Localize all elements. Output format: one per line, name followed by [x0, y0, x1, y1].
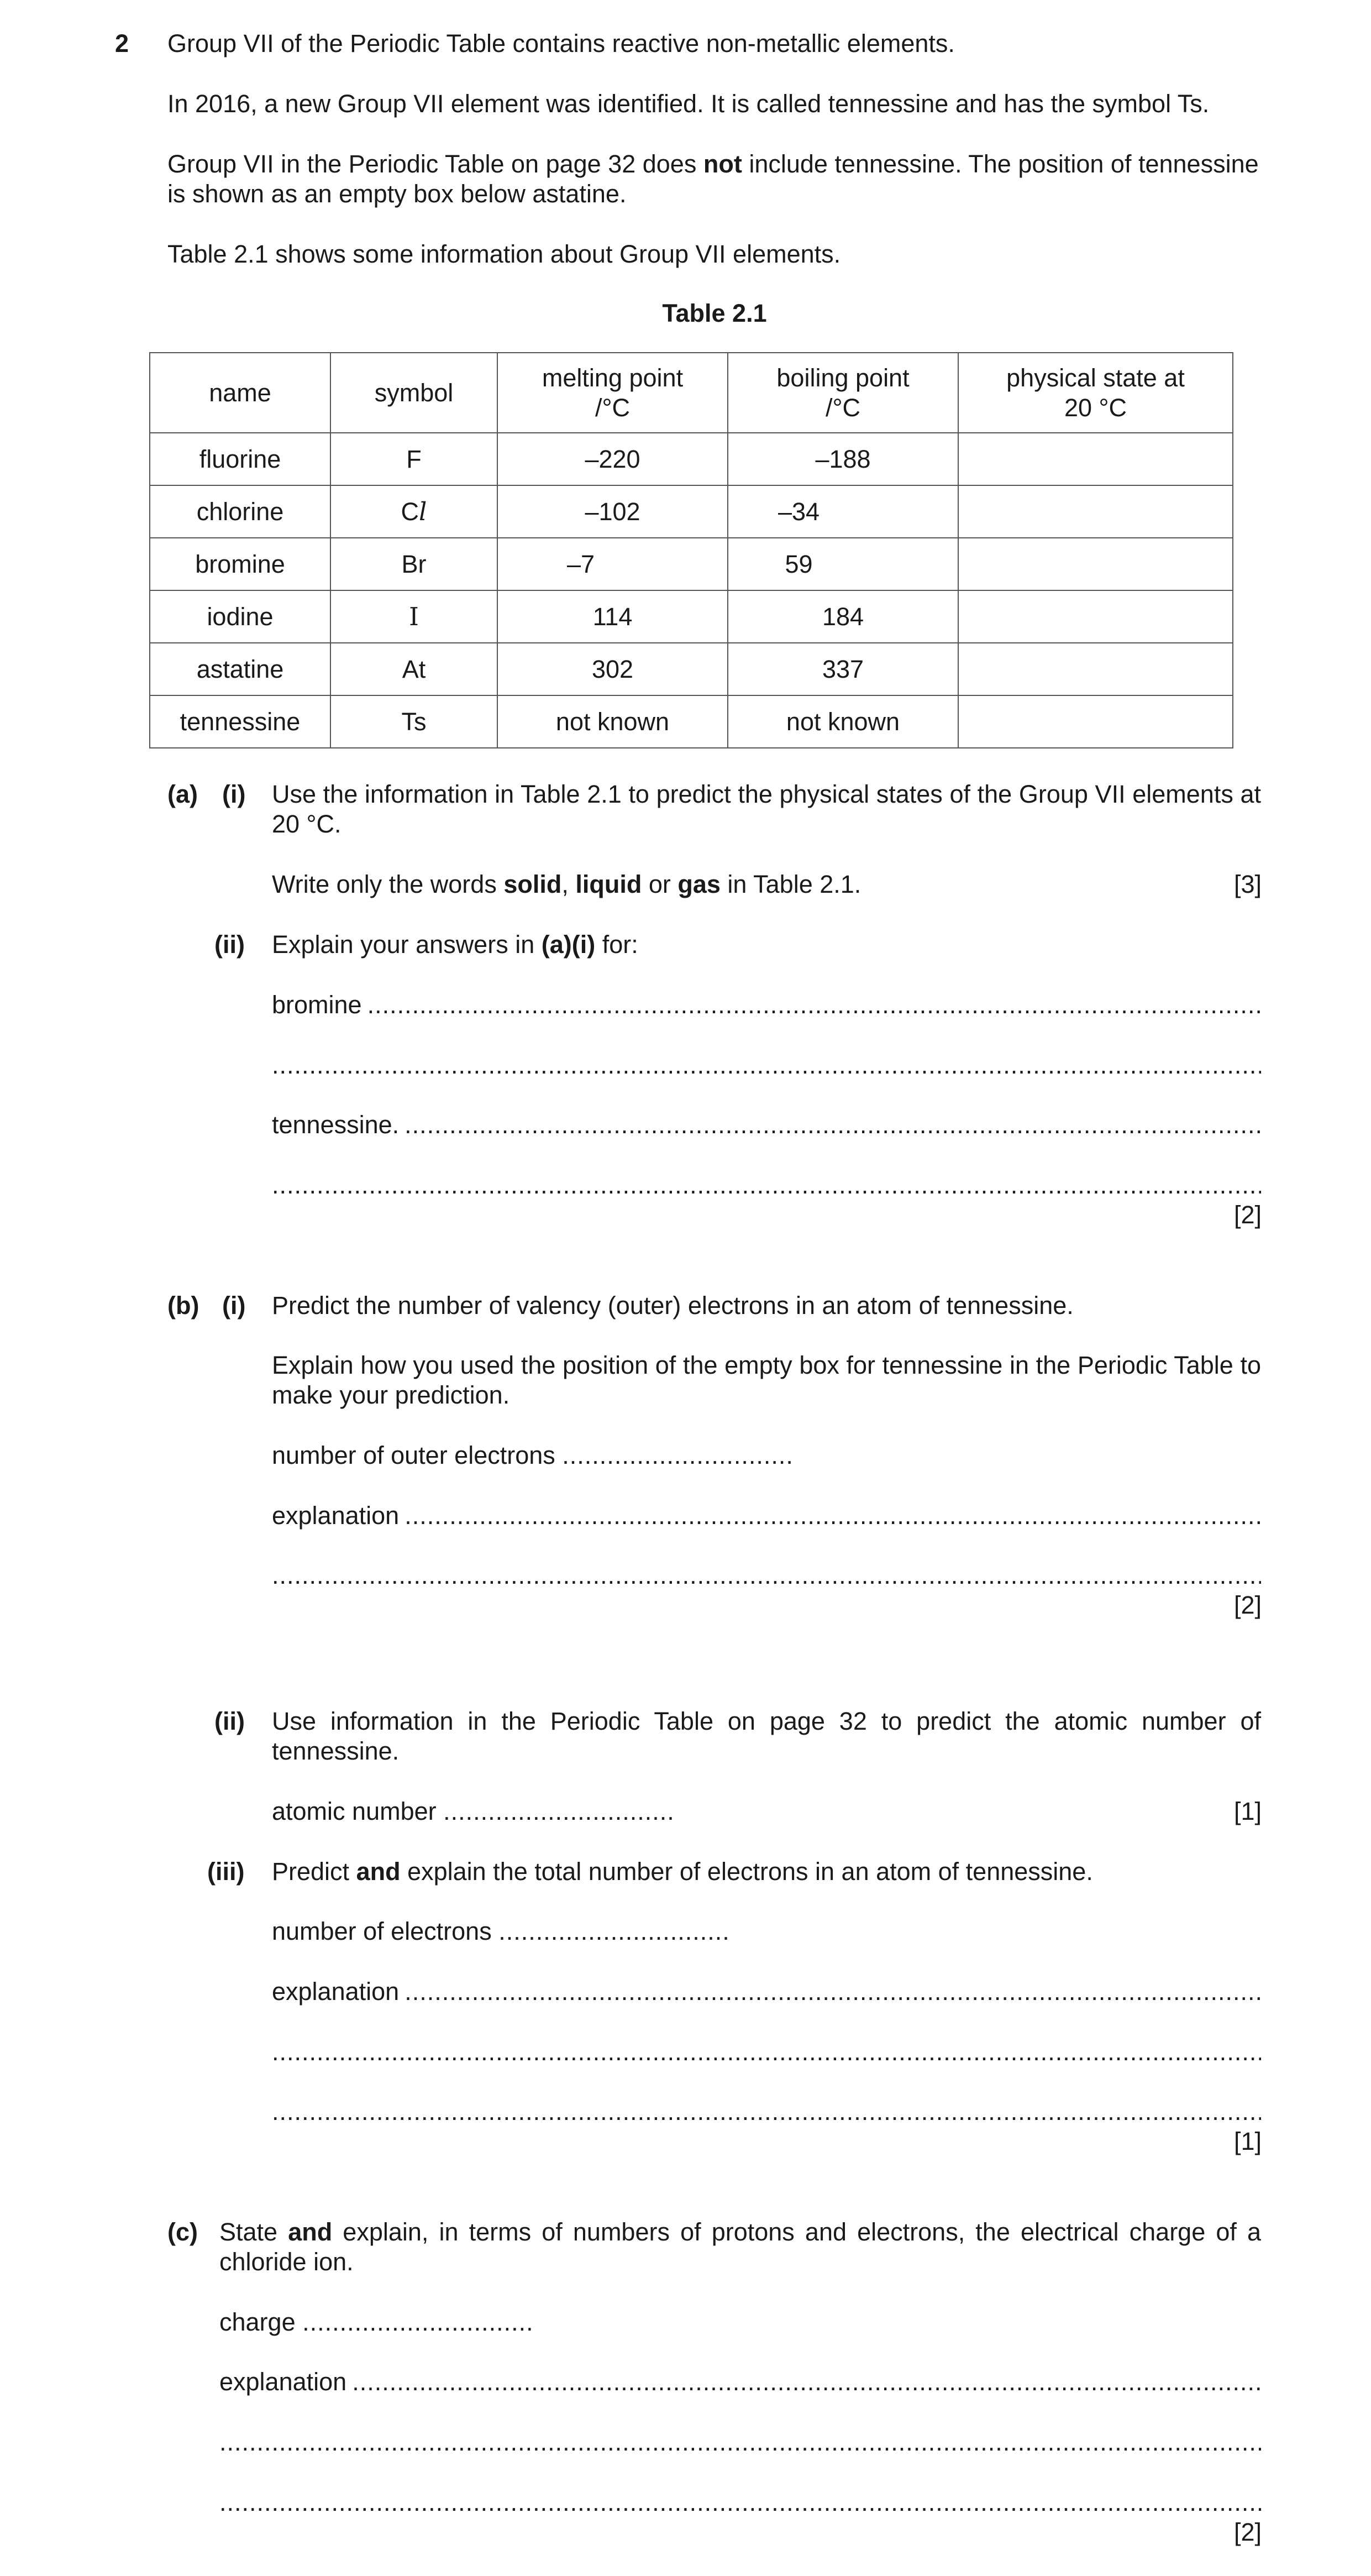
- cell-physical-state[interactable]: [958, 485, 1233, 538]
- cell-physical-state[interactable]: [958, 433, 1233, 485]
- part-b-i-text: Predict the number of valency (outer) electrons in an atom of tennessine.: [272, 1291, 1074, 1320]
- part-c-text: State and explain, in terms of numbers of protons and electrons, the electrical charge of a chloride ion.: [219, 2218, 1261, 2276]
- cell-melting-point: –220: [497, 433, 728, 485]
- part-a-ii-label: (ii): [214, 930, 245, 959]
- table-caption: Table 2.1: [662, 299, 767, 327]
- cell-name: fluorine: [150, 433, 330, 485]
- header-boiling-point: boiling point /°C: [728, 353, 958, 433]
- answer-charge[interactable]: charge ...............................: [219, 2308, 534, 2336]
- part-b-label: (b): [167, 1291, 199, 1320]
- part-a-label: (a): [167, 780, 198, 808]
- cell-physical-state[interactable]: [958, 538, 1233, 590]
- table-row: [150, 643, 1233, 695]
- answer-line-explanation[interactable]: explanation .....: [272, 1977, 1261, 2007]
- cell-boiling-point: –188: [728, 433, 958, 485]
- part-a-i-label: (i): [222, 780, 246, 808]
- answer-line-explanation[interactable]: explanation .....: [219, 2367, 1261, 2397]
- cell-symbol: I: [330, 590, 497, 643]
- answer-line[interactable]: [272, 2037, 1261, 2067]
- intro-line-1: Group VII of the Periodic Table contains reactive non-metallic elements.: [167, 29, 955, 57]
- table-row: [150, 485, 1233, 538]
- part-b-iii-label: (iii): [207, 1857, 245, 1886]
- cell-symbol: Ts: [330, 695, 497, 748]
- cell-melting-point: –102: [497, 485, 728, 538]
- cell-physical-state[interactable]: [958, 590, 1233, 643]
- answer-number-of-electrons[interactable]: number of electrons ...............................: [272, 1917, 730, 1945]
- cell-symbol: Br: [330, 538, 497, 590]
- answer-line[interactable]: [272, 1170, 1261, 1200]
- header-physical-state: physical state at 20 °C: [958, 353, 1233, 433]
- header-melting-point: melting point /°C: [497, 353, 728, 433]
- answer-line[interactable]: [219, 2427, 1261, 2457]
- header-name: name: [150, 353, 330, 433]
- intro-line-3: Group VII in the Periodic Table on page 32 does not include tennessine. The position of tennessine is shown as an empty box below astatine.: [167, 150, 1259, 208]
- part-a-i-instruction: Write only the words solid, liquid or gas in Table 2.1.: [272, 870, 862, 898]
- question-number: 2: [115, 29, 129, 57]
- cell-symbol: At: [330, 643, 497, 695]
- cell-boiling-point: 184: [728, 590, 958, 643]
- part-a-i-text: Use the information in Table 2.1 to predict the physical states of the Group VII elements at 20 °C.: [272, 780, 1261, 838]
- group-vii-table: [149, 352, 1233, 748]
- cell-melting-point: 302: [497, 643, 728, 695]
- answer-atomic-number[interactable]: atomic number ...............................: [272, 1797, 675, 1825]
- table-row: [150, 590, 1233, 643]
- cell-name: bromine: [150, 538, 330, 590]
- answer-outer-electrons[interactable]: number of outer electrons ...............................: [272, 1441, 794, 1469]
- cell-boiling-point: not known: [728, 695, 958, 748]
- table-row: [150, 695, 1233, 748]
- answer-line[interactable]: [272, 2097, 1261, 2127]
- part-b-i-text-2: Explain how you used the position of the empty box for tennessine in the Periodic Table to make your prediction.: [272, 1351, 1261, 1409]
- table-row: [150, 538, 1233, 590]
- cell-melting-point: 114: [497, 590, 728, 643]
- part-c-label: (c): [167, 2218, 198, 2246]
- header-symbol: symbol: [330, 353, 497, 433]
- part-a-ii-text: Explain your answers in (a)(i) for:: [272, 930, 638, 959]
- table-row: [150, 433, 1233, 485]
- cell-name: iodine: [150, 590, 330, 643]
- part-a-ii-mark: [2]: [1233, 1201, 1262, 1229]
- part-c-mark: [2]: [1233, 2518, 1262, 2546]
- cell-physical-state[interactable]: [958, 695, 1233, 748]
- part-b-ii-label: (ii): [214, 1707, 245, 1735]
- cell-symbol: Cl: [330, 485, 497, 538]
- part-b-ii-mark: [1]: [1233, 1797, 1262, 1825]
- answer-line-explanation[interactable]: explanation .....: [272, 1501, 1261, 1531]
- table-header-row: [150, 353, 1233, 433]
- part-b-i-label: (i): [222, 1291, 246, 1320]
- part-b-iii-mark: [1]: [1233, 2127, 1262, 2155]
- cell-physical-state[interactable]: [958, 643, 1233, 695]
- part-b-i-mark: [2]: [1233, 1591, 1262, 1619]
- answer-line-tennessine[interactable]: tennessine. .....: [272, 1110, 1261, 1140]
- intro-line-4: Table 2.1 shows some information about Group VII elements.: [167, 240, 841, 268]
- cell-name: astatine: [150, 643, 330, 695]
- intro-line-2: In 2016, a new Group VII element was identified. It is called tennessine and has the symbol Ts.: [167, 90, 1210, 118]
- answer-line-bromine[interactable]: bromine .....: [272, 990, 1261, 1020]
- cell-boiling-point: –34: [728, 485, 958, 538]
- part-b-iii-text: Predict and explain the total number of electrons in an atom of tennessine.: [272, 1857, 1093, 1886]
- cell-boiling-point: 59: [728, 538, 958, 590]
- answer-line[interactable]: [272, 1050, 1261, 1080]
- part-b-ii-text: Use information in the Periodic Table on page 32 to predict the atomic number of tennessine.: [272, 1707, 1261, 1765]
- cell-melting-point: not known: [497, 695, 728, 748]
- cell-melting-point: –7: [497, 538, 728, 590]
- cell-name: chlorine: [150, 485, 330, 538]
- part-a-i-mark: [3]: [1233, 870, 1262, 898]
- cell-boiling-point: 337: [728, 643, 958, 695]
- answer-line[interactable]: [219, 2488, 1261, 2517]
- answer-line[interactable]: [272, 1561, 1261, 1590]
- cell-symbol: F: [330, 433, 497, 485]
- cell-name: tennessine: [150, 695, 330, 748]
